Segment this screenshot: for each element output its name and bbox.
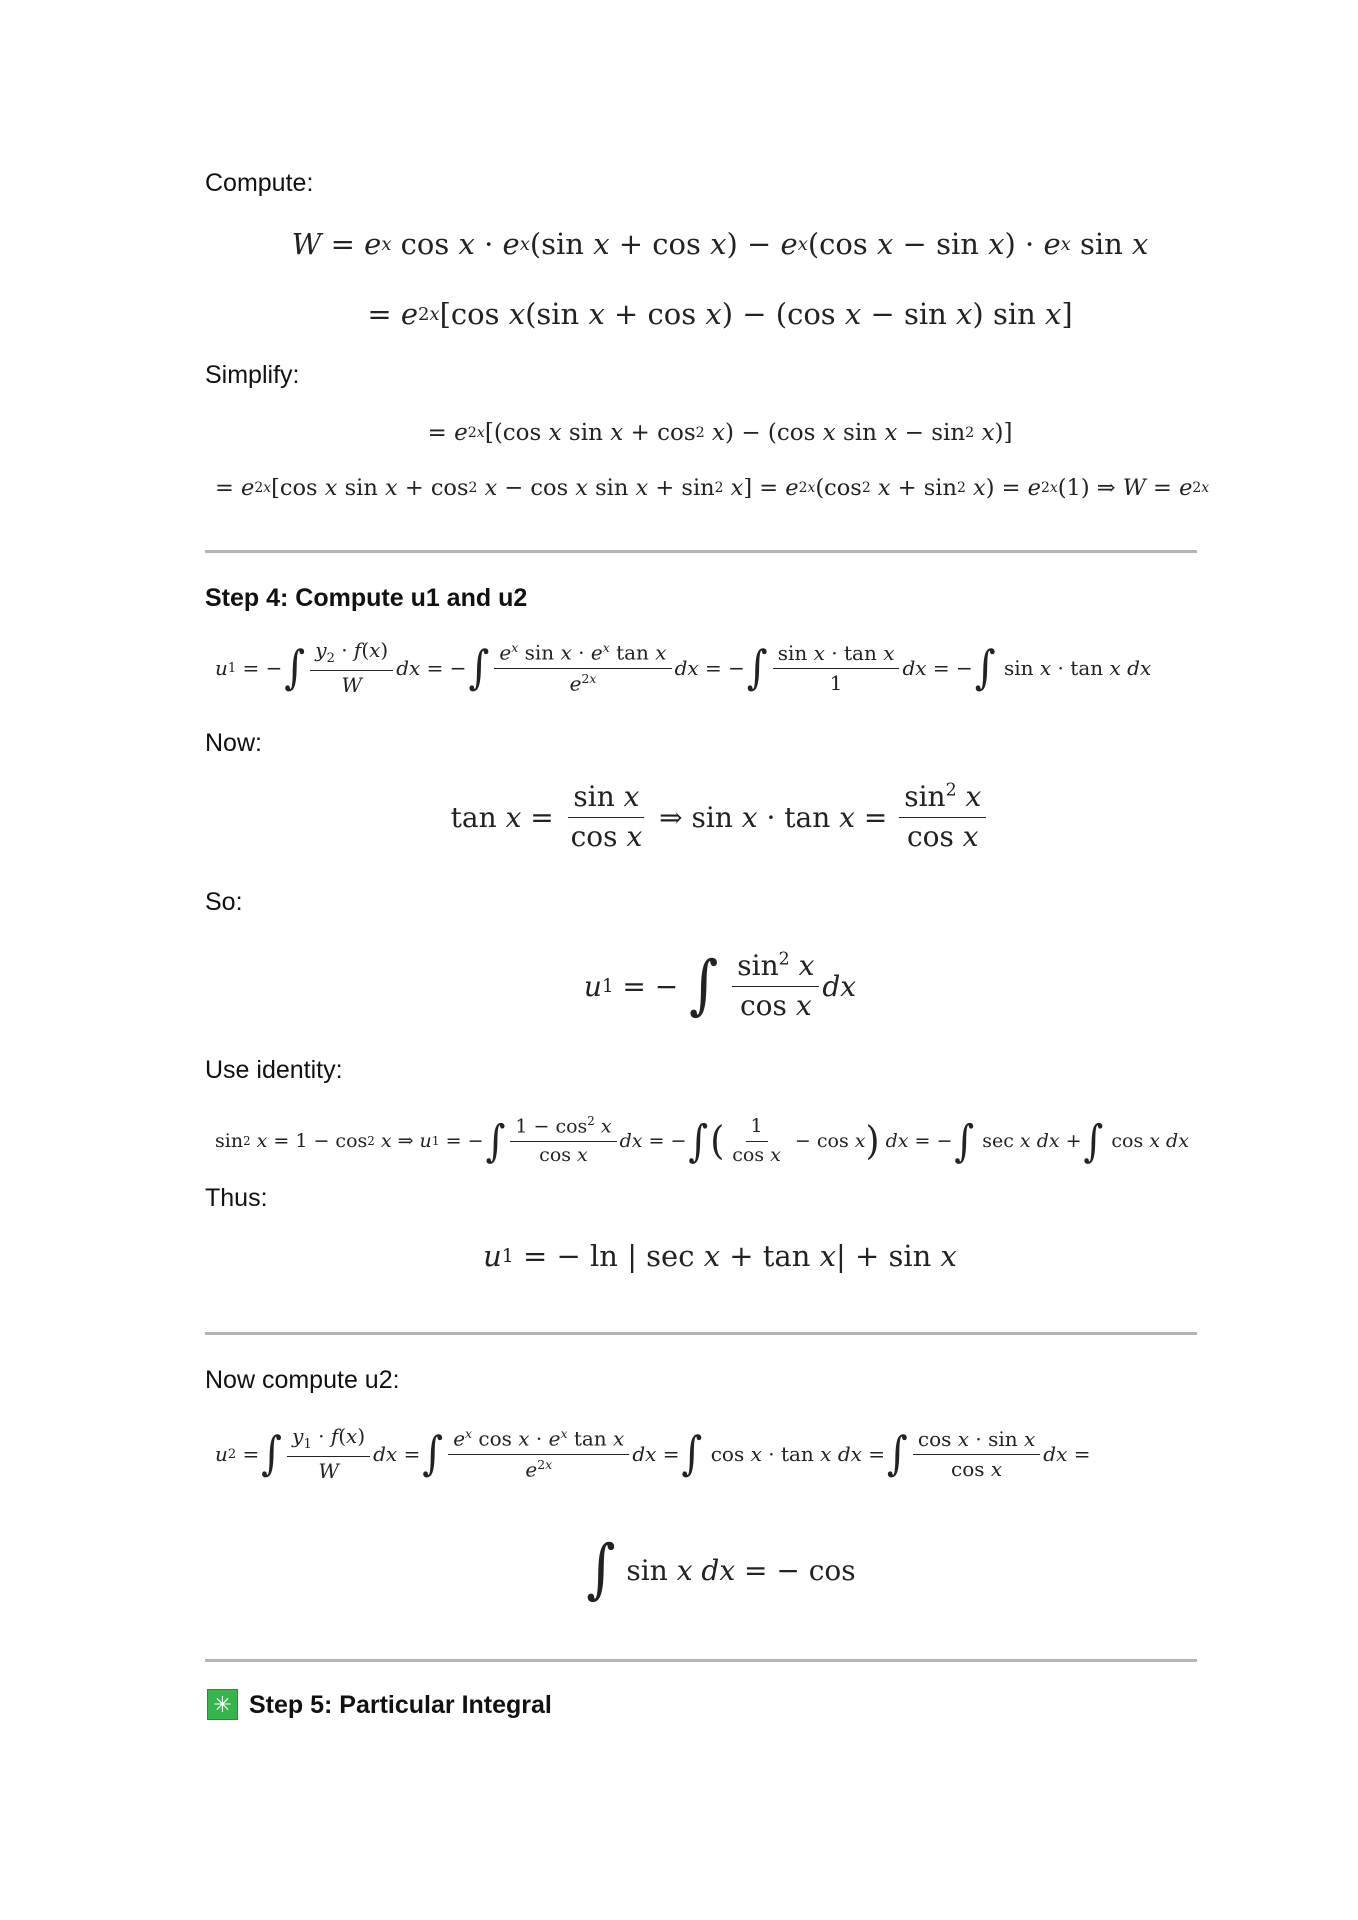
label-simplify: Simplify: xyxy=(205,361,300,389)
equation-wronskian-line2: = e 2x [cos x (sin x + cos x ) − (cos x − sin x ) sin x ] xyxy=(367,297,1073,331)
section-divider xyxy=(205,1332,1197,1335)
label-use-identity: Use identity: xyxy=(205,1056,343,1084)
sparkle-icon: ✳ xyxy=(207,1689,238,1720)
equation-u1-integral: u 1 = − ∫ $\frac{y_2 \cdot f(x)}{W}$ dx = − ∫ $\frac{e^x \sin x \cdot e^x \tan x}{e^{2x}}$ dx = − ∫ $\frac{\text{sin x · tan x}}{1}$ dx = − ∫ sin x · tan x dx xyxy=(215,638,1152,697)
label-compute: Compute: xyxy=(205,169,314,197)
equation-u1-result: u 1 = − ln | sec x + tan x | + sin x xyxy=(483,1239,957,1273)
equation-wronskian-line1: W = e x cos x · e x (sin x + cos x ) − e x (cos x − sin x ) · e x sin x xyxy=(291,227,1149,261)
equation-u1-simplified: u 1 = − ∫ $\frac{\sin^2 x}{\text{cos x}}$ dx xyxy=(583,948,857,1023)
label-now-compute-u2: Now compute u2: xyxy=(205,1366,400,1394)
equation-tan-identity: tan x = $\frac{\text{sin x}}{\text{cos x}}$ ⇒ sin x · tan x = $\frac{\sin^2 x}{\text{cos x}}$ xyxy=(200,772,1240,862)
equation-u2-integral: u 2 = ∫ $\frac{y_1 \cdot f(x)}{W}$ dx = ∫ $\frac{e^x \cos x \cdot e^x \tan x}{e^{2x}}$ dx = ∫ cos x · tan x dx = ∫ $\frac{\text{cos x · sin x}}{\text{cos x}}$ dx = xyxy=(215,1424,1091,1483)
section-divider xyxy=(205,1659,1197,1662)
step5-heading: Step 5: Particular Integral xyxy=(249,1691,552,1719)
equation-u2-result: ∫ sin x dx = − cos xyxy=(586,1532,856,1607)
label-thus: Thus: xyxy=(205,1184,268,1212)
equation-simplify-line1: = e 2x [(cos x sin x + cos 2 x ) − (cos x sin x − sin 2 x )] xyxy=(427,420,1013,446)
step4-heading: Step 4: Compute u1 and u2 xyxy=(205,584,528,612)
label-so: So: xyxy=(205,888,243,916)
equation-identity-expansion: sin 2 x = 1 − cos 2 x ⇒ u 1 = − ∫ $\frac{1 - \cos^2 x}{\text{cos x}}$ dx = − ∫ ( $\frac{1}{\text{cos x}}$ − cos x ) dx = − ∫ sec x dx + ∫ cos x dx xyxy=(215,1113,1189,1167)
section-divider xyxy=(205,550,1197,553)
equation-simplify-line2: = e 2x [cos x sin x + cos 2 x − cos x sin x + sin 2 x ] = e 2x (cos 2 x + sin 2 x ) = e 2x (1) ⇒ W = e 2x xyxy=(215,475,1210,501)
label-now: Now: xyxy=(205,729,262,757)
